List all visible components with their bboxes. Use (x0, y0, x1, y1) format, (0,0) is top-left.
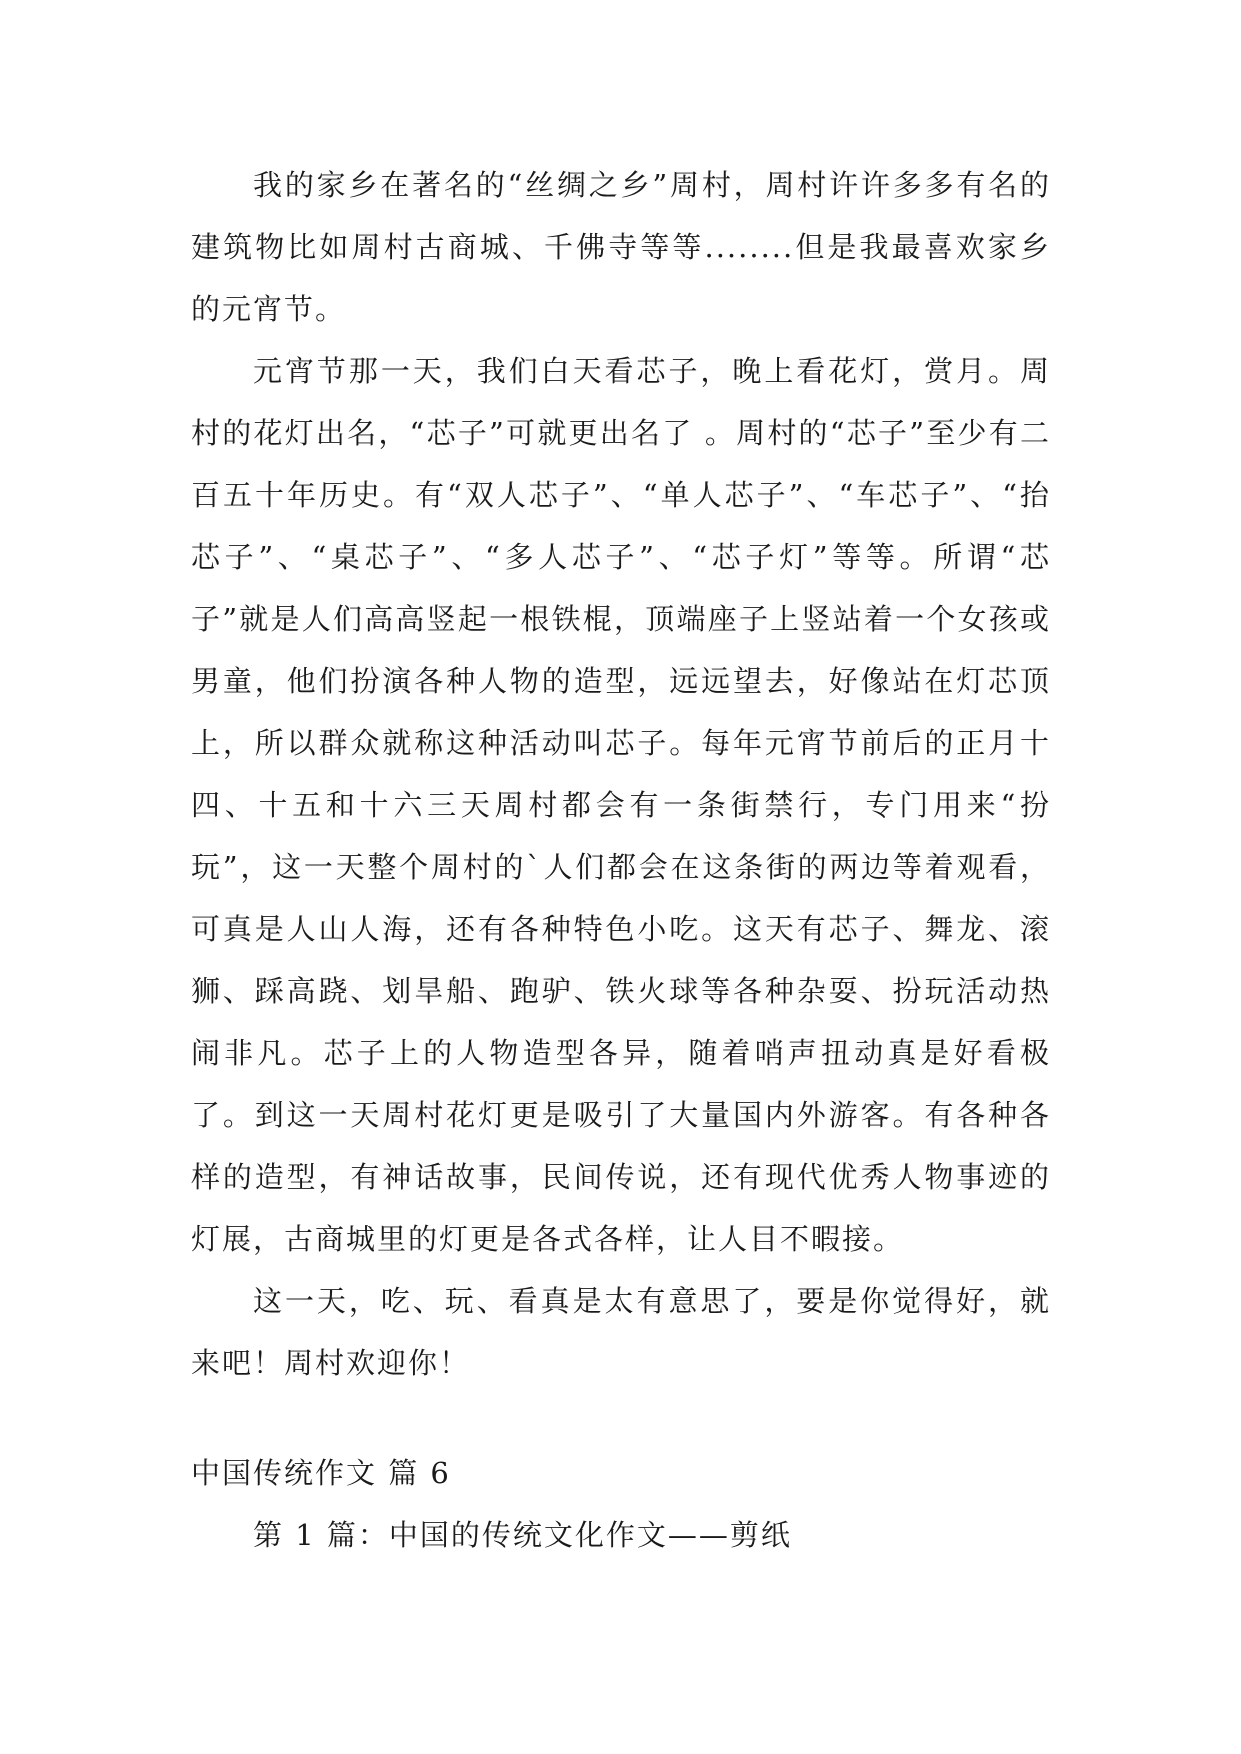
paragraph-conclusion (191, 1270, 1051, 1394)
paragraph-lantern-festival (191, 340, 1051, 1270)
paragraph-text: 我的家乡在著名的“丝绸之乡”周村，周村许许多多有名的建筑物比如周村古商城、千佛寺等等........但是我最喜欢家乡的元宵节。 (191, 168, 1051, 326)
article-title: 第 1 篇：中国的传统文化作文——剪纸 (253, 1518, 792, 1552)
paragraph-text: 这一天，吃、玩、看真是太有意思了，要是你觉得好，就来吧！周村欢迎你！ (191, 1284, 1051, 1380)
paragraph-hometown-intro (191, 154, 1051, 340)
paragraph-text: 元宵节那一天，我们白天看芯子，晚上看花灯，赏月。周村的花灯出名，“芯子”可就更出名了 。周村的“芯子”至少有二百五十年历史。有“双人芯子”、“单人芯子”、“车芯子”、“抬芯子”、“桌芯子”、“多人芯子”、“芯子灯”等等。所谓“芯子”就是人们高高竖起一根铁棍，顶端座子上竖站着一个女孩或男童，他们扮演各种人物的造型，远远望去，好像站在灯芯顶上，所以群众就称这种活动叫芯子。每年元宵节前后的正月十四、十五和十六三天周村都会有一条街禁行，专门用来“扮玩”，这一天整个周村的`人们都会在这条街的两边等着观看，可真是人山人海，还有各种特色小吃。这天有芯子、舞龙、滚狮、踩高跷、划旱船、跑驴、铁火球等各种杂耍、扮玩活动热闹非凡。芯子上的人物造型各异，随着哨声扭动真是好看极了。到这一天周村花灯更是吸引了大量国内外游客。有各种各样的造型，有神话故事，民间传说，还有现代优秀人物事迹的灯展，古商城里的灯更是各式各样，让人目不暇接。 (191, 354, 1051, 1256)
section-heading: 中国传统作文 篇 6 (191, 1456, 451, 1490)
